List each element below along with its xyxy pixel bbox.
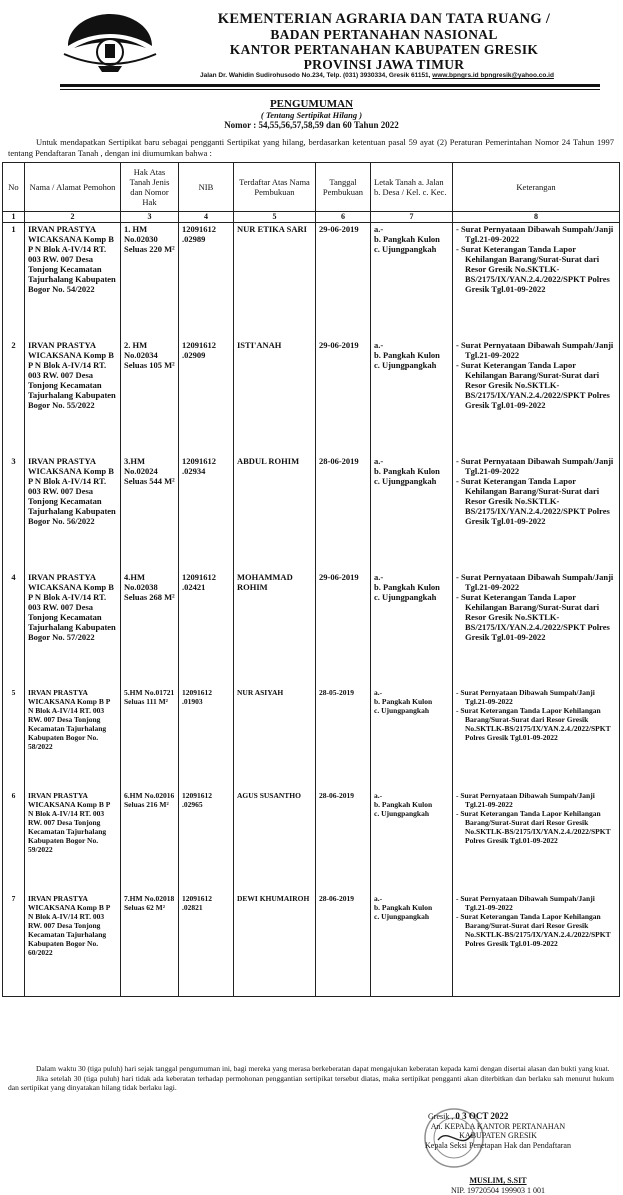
row-no: 6 — [3, 790, 25, 893]
row-keterangan — [453, 455, 620, 571]
row-pemohon: IRVAN PRASTYA WICAKSANA Komp B P N Blok A-IV/14 RT. 003 RW. 007 Desa Tonjong Kecamatan Tajurhalang Kabupaten Bogor No. 55/2022 — [25, 339, 121, 455]
table-row — [3, 223, 620, 340]
signature-block — [388, 1112, 608, 1195]
letak-kecamatan: c. Ujungpangkah — [374, 244, 449, 254]
col-header-terdaftar: Terdaftar Atas Nama Pembukuan — [234, 163, 316, 212]
col-number: 5 — [234, 212, 316, 223]
row-pemohon: IRVAN PRASTYA WICAKSANA Komp B P N Blok A-IV/14 RT. 003 RW. 007 Desa Tonjong Kecamatan Tajurhalang Kabupaten Bogor No. 57/2022 — [25, 571, 121, 687]
row-terdaftar: ISTI'ANAH — [234, 339, 316, 455]
row-no: 2 — [3, 339, 25, 455]
letak-kecamatan: c. Ujungpangkah — [374, 476, 449, 486]
letak-jalan: a.- — [374, 791, 449, 800]
keterangan-pernyataan: - Surat Pernyataan Dibawah Sumpah/Janji Tgl.21-09-2022 — [456, 224, 616, 244]
letak-kecamatan: c. Ujungpangkah — [374, 809, 449, 818]
col-number: 7 — [371, 212, 453, 223]
letak-jalan: a.- — [374, 688, 449, 697]
keterangan-laporan: - Surat Keterangan Tanda Lapor Kehilangan Barang/Surat-Surat dari Resor Gresik No.SKTLK-BS/2175/IX/YAN.2.4./2022/SPKT Polres Gresik Tgl.01-09-2022 — [456, 244, 616, 294]
row-letak — [371, 893, 453, 997]
row-tanggal: 28-05-2019 — [316, 687, 371, 790]
table-row — [3, 455, 620, 571]
letak-desa: b. Pangkah Kulon — [374, 697, 449, 706]
row-hak: 4.HM No.02038 Seluas 268 M² — [121, 571, 179, 687]
row-pemohon: IRVAN PRASTYA WICAKSANA Komp B P N Blok A-IV/14 RT. 003 RW. 007 Desa Tonjong Kecamatan Tajurhalang Kabupaten Bogor No. 56/2022 — [25, 455, 121, 571]
row-no: 5 — [3, 687, 25, 790]
row-pemohon: IRVAN PRASTYA WICAKSANA Komp B P N Blok A-IV/14 RT. 003 RW. 007 Desa Tonjong Kecamatan Tajurhalang Kabupaten Bogor No. 59/2022 — [25, 790, 121, 893]
letak-desa: b. Pangkah Kulon — [374, 903, 449, 912]
closing-paragraph-objection: Dalam waktu 30 (tiga puluh) hari sejak tanggal pengumuman ini, bagi mereka yang merasa berkeberatan dapat mengajukan keberatan kepada kami dengan disertai alasan dan bukti yang kuat. — [8, 1064, 614, 1074]
row-keterangan — [453, 790, 620, 893]
row-no: 1 — [3, 223, 25, 340]
notice-number: Nomor : 54,55,56,57,58,59 dan 60 Tahun 2022 — [0, 120, 623, 130]
letak-jalan: a.- — [374, 340, 449, 350]
row-tanggal: 29-06-2019 — [316, 223, 371, 340]
col-header-nib: NIB — [179, 163, 234, 212]
letak-kecamatan: c. Ujungpangkah — [374, 592, 449, 602]
table-row — [3, 339, 620, 455]
col-header-nama: Nama / Alamat Pemohon — [25, 163, 121, 212]
row-tanggal: 28-06-2019 — [316, 455, 371, 571]
letterhead-province: PROVINSI JAWA TIMUR — [164, 57, 604, 72]
row-keterangan — [453, 687, 620, 790]
closing-paragraph-issuance: Jika setelah 30 (tiga puluh) hari tidak ada keberatan terhadap permohonan penggantian sertipikat tersebut diatas, maka sertipikat pengganti akan diterbitkan dan berlaku sah menurut hukum dan sertipikat yang dinyatakan hilang tidak berlaku lagi. — [8, 1074, 614, 1093]
col-number: 8 — [453, 212, 620, 223]
letak-jalan: a.- — [374, 572, 449, 582]
row-terdaftar: DEWI KHUMAIROH — [234, 893, 316, 997]
letterhead-agency: BADAN PERTANAHAN NASIONAL — [164, 27, 604, 42]
row-no: 3 — [3, 455, 25, 571]
row-hak: 7.HM No.02018 Seluas 62 M² — [121, 893, 179, 997]
keterangan-pernyataan: - Surat Pernyataan Dibawah Sumpah/Janji Tgl.21-09-2022 — [456, 791, 616, 809]
keterangan-pernyataan: - Surat Pernyataan Dibawah Sumpah/Janji Tgl.21-09-2022 — [456, 340, 616, 360]
row-pemohon: IRVAN PRASTYA WICAKSANA Komp B P N Blok A-IV/14 RT. 003 RW. 007 Desa Tonjong Kecamatan Tajurhalang Kabupaten Bogor No. 60/2022 — [25, 893, 121, 997]
row-hak: 2. HM No.02034 Seluas 105 M² — [121, 339, 179, 455]
signature-office: KABUPATEN GRESIK — [388, 1131, 608, 1141]
row-tanggal: 28-06-2019 — [316, 893, 371, 997]
row-letak — [371, 223, 453, 340]
signature-place-date — [388, 1112, 608, 1122]
signature-place: Gresik , — [428, 1112, 453, 1121]
row-pemohon: IRVAN PRASTYA WICAKSANA Komp B P N Blok A-IV/14 RT. 003 RW. 007 Desa Tonjong Kecamatan Tajurhalang Kabupaten Bogor No. 58/2022 — [25, 687, 121, 790]
signature-date: 0 3 OCT 2022 — [455, 1111, 508, 1121]
letak-desa: b. Pangkah Kulon — [374, 466, 449, 476]
signature-position: Kepala Seksi Penetapan Hak dan Pendaftaran — [388, 1141, 608, 1151]
row-pemohon: IRVAN PRASTYA WICAKSANA Komp B P N Blok A-IV/14 RT. 003 RW. 007 Desa Tonjong Kecamatan Tajurhalang Kabupaten Bogor No. 54/2022 — [25, 223, 121, 340]
keterangan-laporan: - Surat Keterangan Tanda Lapor Kehilangan Barang/Surat-Surat dari Resor Gresik No.SKTLK-BS/2175/IX/YAN.2.4./2022/SPKT Polres Gresik Tgl.01-09-2022 — [456, 912, 616, 948]
letterhead-ministry: KEMENTERIAN AGRARIA DAN TATA RUANG / — [164, 12, 604, 27]
letterhead-address: Jalan Dr. Wahidin Sudirohusodo No.234, Telp. (031) 3930334, Gresik 61151, — [200, 72, 430, 79]
col-number: 4 — [179, 212, 234, 223]
col-number: 6 — [316, 212, 371, 223]
row-letak — [371, 339, 453, 455]
letak-kecamatan: c. Ujungpangkah — [374, 706, 449, 715]
row-letak — [371, 790, 453, 893]
col-number: 1 — [3, 212, 25, 223]
col-number: 2 — [25, 212, 121, 223]
row-keterangan — [453, 339, 620, 455]
row-terdaftar: AGUS SUSANTHO — [234, 790, 316, 893]
keterangan-pernyataan: - Surat Pernyataan Dibawah Sumpah/Janji Tgl.21-09-2022 — [456, 572, 616, 592]
row-letak — [371, 571, 453, 687]
row-nib: 12091612 .02909 — [179, 339, 234, 455]
row-hak: 5.HM No.01721 Seluas 111 M² — [121, 687, 179, 790]
col-header-hak: Hak Atas Tanah Jenis dan Nomor Hak — [121, 163, 179, 212]
letak-desa: b. Pangkah Kulon — [374, 582, 449, 592]
keterangan-pernyataan: - Surat Pernyataan Dibawah Sumpah/Janji Tgl.21-09-2022 — [456, 894, 616, 912]
letak-desa: b. Pangkah Kulon — [374, 350, 449, 360]
letterhead-rule-thin — [60, 89, 600, 90]
keterangan-laporan: - Surat Keterangan Tanda Lapor Kehilangan Barang/Surat-Surat dari Resor Gresik No.SKTLK-BS/2175/IX/YAN.2.4./2022/SPKT Polres Gresik Tgl.01-09-2022 — [456, 476, 616, 526]
notice-intro: Untuk mendapatkan Sertipikat baru sebagai pengganti Sertipikat yang hilang, berdasarkan ketentuan pasal 59 ayat (2) Peraturan Pemerintahan Nomor 24 Tahun 1997 tentang Pendaftaran Tanah , dengan ini diumumkan bahwa : — [8, 137, 614, 159]
table-row — [3, 893, 620, 997]
col-number: 3 — [121, 212, 179, 223]
col-header-keterangan: Keterangan — [453, 163, 620, 212]
row-tanggal: 28-06-2019 — [316, 790, 371, 893]
row-terdaftar: ABDUL ROHIM — [234, 455, 316, 571]
letak-desa: b. Pangkah Kulon — [374, 234, 449, 244]
keterangan-laporan: - Surat Keterangan Tanda Lapor Kehilangan Barang/Surat-Surat dari Resor Gresik No.SKTLK-BS/2175/IX/YAN.2.4./2022/SPKT Polres Gresik Tgl.01-09-2022 — [456, 592, 616, 642]
row-letak — [371, 455, 453, 571]
letterhead — [0, 0, 623, 88]
notice-subtitle: ( Tentang Sertipikat Hilang ) — [0, 110, 623, 120]
letak-kecamatan: c. Ujungpangkah — [374, 360, 449, 370]
signatory-nip: NIP. 19720504 199903 1 001 — [388, 1186, 608, 1195]
row-terdaftar: MOHAMMAD ROHIM — [234, 571, 316, 687]
letak-desa: b. Pangkah Kulon — [374, 800, 449, 809]
row-tanggal: 29-06-2019 — [316, 339, 371, 455]
letterhead-office: KANTOR PERTANAHAN KABUPATEN GRESIK — [164, 42, 604, 57]
row-terdaftar: NUR ETIKA SARI — [234, 223, 316, 340]
row-nib: 12091612 .02989 — [179, 223, 234, 340]
row-hak: 1. HM No.02030 Seluas 220 M² — [121, 223, 179, 340]
row-nib: 12091612 .02421 — [179, 571, 234, 687]
row-no: 7 — [3, 893, 25, 997]
row-keterangan — [453, 571, 620, 687]
letak-jalan: a.- — [374, 224, 449, 234]
row-keterangan — [453, 223, 620, 340]
letak-jalan: a.- — [374, 456, 449, 466]
letterhead-rule-thick — [60, 84, 600, 87]
col-header-letak: Letak Tanah a. Jalan b. Desa / Kel. c. Kec. — [371, 163, 453, 212]
bpn-logo-icon — [60, 8, 160, 74]
closing-text — [8, 1064, 614, 1093]
letak-jalan: a.- — [374, 894, 449, 903]
keterangan-laporan: - Surat Keterangan Tanda Lapor Kehilangan Barang/Surat-Surat dari Resor Gresik No.SKTLK-BS/2175/IX/YAN.2.4./2022/SPKT Polres Gresik Tgl.01-09-2022 — [456, 809, 616, 845]
keterangan-pernyataan: - Surat Pernyataan Dibawah Sumpah/Janji Tgl.21-09-2022 — [456, 456, 616, 476]
keterangan-pernyataan: - Surat Pernyataan Dibawah Sumpah/Janji Tgl.21-09-2022 — [456, 688, 616, 706]
signatory-name: MUSLIM, S.SIT — [388, 1176, 608, 1186]
col-header-tanggal: Tanggal Pembukuan — [316, 163, 371, 212]
keterangan-laporan: - Surat Keterangan Tanda Lapor Kehilangan Barang/Surat-Surat dari Resor Gresik No.SKTLK-BS/2175/IX/YAN.2.4./2022/SPKT Polres Gresik Tgl.01-09-2022 — [456, 360, 616, 410]
row-tanggal: 29-06-2019 — [316, 571, 371, 687]
row-no: 4 — [3, 571, 25, 687]
row-letak — [371, 687, 453, 790]
row-hak: 6.HM No.02016 Seluas 216 M² — [121, 790, 179, 893]
keterangan-laporan: - Surat Keterangan Tanda Lapor Kehilangan Barang/Surat-Surat dari Resor Gresik No.SKTLK-BS/2175/IX/YAN.2.4./2022/SPKT Polres Gresik Tgl.01-09-2022 — [456, 706, 616, 742]
row-keterangan — [453, 893, 620, 997]
row-nib: 12091612 .02821 — [179, 893, 234, 997]
table-row — [3, 790, 620, 893]
notice-title: PENGUMUMAN — [0, 98, 623, 110]
row-nib: 12091612 .02965 — [179, 790, 234, 893]
lost-certificate-table — [2, 162, 620, 997]
row-hak: 3.HM No.02024 Seluas 544 M² — [121, 455, 179, 571]
table-row — [3, 687, 620, 790]
letterhead-address-line — [200, 72, 600, 79]
signature-on-behalf: An. KEPALA KANTOR PERTANAHAN — [388, 1122, 608, 1132]
table-row — [3, 571, 620, 687]
letak-kecamatan: c. Ujungpangkah — [374, 912, 449, 921]
row-nib: 12091612 .02934 — [179, 455, 234, 571]
row-nib: 12091612 .01903 — [179, 687, 234, 790]
col-header-no: No — [3, 163, 25, 212]
letterhead-email: www.bpngrs.id bpngresik@yahoo.co.id — [432, 72, 554, 79]
row-terdaftar: NUR ASIYAH — [234, 687, 316, 790]
